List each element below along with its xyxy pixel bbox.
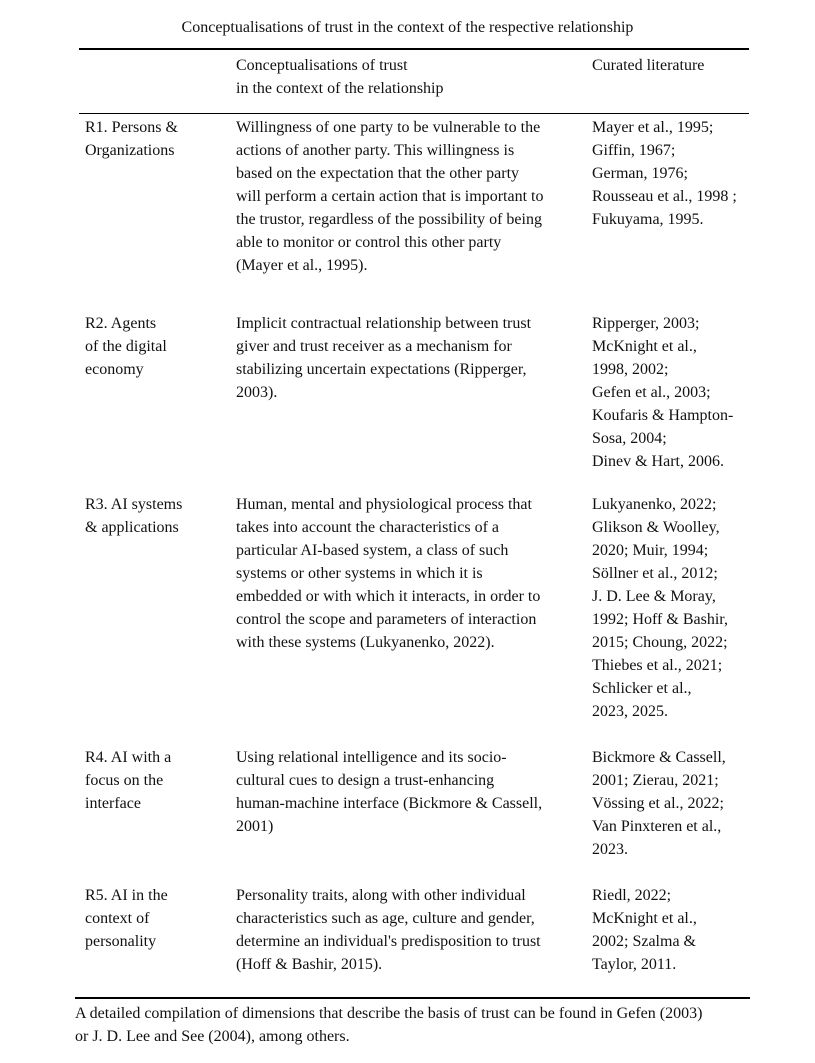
cell-line: Mayer et al., 1995; (592, 119, 714, 136)
cell-line: McKnight et al., (592, 338, 697, 355)
cell-line: stabilizing uncertain expectations (Ripperger, (236, 361, 527, 378)
cell-line: Dinev & Hart, 2006. (592, 453, 724, 470)
cell-line: economy (85, 361, 144, 378)
relationship-cell (85, 312, 225, 381)
cell-line: Söllner et al., 2012; (592, 565, 718, 582)
cell-line: control the scope and parameters of interaction (236, 611, 537, 628)
cell-line: 2001) (236, 818, 274, 835)
table-caption: Conceptualisations of trust in the context of the respective relationship (181, 19, 634, 36)
cell-line: the trustor, regardless of the possibility of being (236, 211, 542, 228)
header-line: Curated literature (592, 57, 705, 74)
cell-line: cultural cues to design a trust-enhancing (236, 772, 495, 789)
literature-cell (592, 884, 764, 976)
cell-line: with these systems (Lukyanenko, 2022). (236, 634, 495, 651)
cell-line: context of (85, 910, 150, 927)
cell-line: Personality traits, along with other individual (236, 887, 526, 904)
cell-line: 1992; Hoff & Bashir, (592, 611, 728, 628)
cell-line: Giffin, 1967; (592, 142, 676, 159)
cell-line: will perform a certain action that is important to (236, 188, 544, 205)
cell-line: embedded or with which it interacts, in order to (236, 588, 541, 605)
cell-line: Gefen et al., 2003; (592, 384, 711, 401)
cell-line: Ripperger, 2003; (592, 315, 700, 332)
cell-line: 2002; Szalma & (592, 933, 696, 950)
cell-line: R4. AI with a (85, 749, 172, 766)
cell-line: J. D. Lee & Moray, (592, 588, 716, 605)
literature-cell (592, 493, 764, 723)
cell-line: R3. AI systems (85, 496, 183, 513)
cell-line: 1998, 2002; (592, 361, 669, 378)
literature-cell (592, 746, 764, 861)
cell-line: 2023, 2025. (592, 703, 668, 720)
cell-line: Rousseau et al., 1998 ; (592, 188, 737, 205)
cell-line: Schlicker et al., (592, 680, 692, 697)
relationship-cell (85, 116, 225, 162)
cell-line: interface (85, 795, 141, 812)
conceptualisation-cell (236, 493, 582, 654)
conceptualisation-cell (236, 884, 582, 976)
cell-line: McKnight et al., (592, 910, 697, 927)
relationship-cell (85, 884, 225, 953)
cell-line: Riedl, 2022; (592, 887, 672, 904)
cell-line: Vössing et al., 2022; (592, 795, 724, 812)
header-conceptualisation (236, 54, 576, 100)
cell-line: particular AI-based system, a class of such (236, 542, 509, 559)
cell-line: Lukyanenko, 2022; (592, 496, 717, 513)
relationship-cell (85, 493, 225, 539)
cell-line: Organizations (85, 142, 175, 159)
cell-line: German, 1976; (592, 165, 688, 182)
cell-line: giver and trust receiver as a mechanism for (236, 338, 512, 355)
cell-line: Bickmore & Cassell, (592, 749, 726, 766)
cell-line: & applications (85, 519, 179, 536)
cell-line: systems or other systems in which it is (236, 565, 483, 582)
cell-line: Taylor, 2011. (592, 956, 677, 973)
cell-line: Implicit contractual relationship between trust (236, 315, 532, 332)
cell-line: actions of another party. This willingness is (236, 142, 515, 159)
cell-line: Using relational intelligence and its socio- (236, 749, 507, 766)
conceptualisation-cell (236, 312, 582, 404)
cell-line: able to monitor or control this other party (236, 234, 502, 251)
cell-line: Willingness of one party to be vulnerable to the (236, 119, 541, 136)
table-footnote (75, 1002, 815, 1048)
cell-line: characteristics such as age, culture and gender, (236, 910, 535, 927)
table-bottom-rule (75, 997, 750, 999)
cell-line: 2023. (592, 841, 628, 858)
conceptualisation-cell (236, 116, 582, 277)
cell-line: Sosa, 2004; (592, 430, 667, 447)
literature-cell (592, 312, 764, 473)
conceptualisation-cell (236, 746, 582, 838)
cell-line: R1. Persons & (85, 119, 178, 136)
footnote-line: or J. D. Lee and See (2004), among others. (75, 1028, 350, 1045)
cell-line: based on the expectation that the other party (236, 165, 520, 182)
table-top-rule (79, 48, 749, 50)
cell-line: Fukuyama, 1995. (592, 211, 704, 228)
cell-line: determine an individual's predisposition to trust (236, 933, 541, 950)
cell-line: (Hoff & Bashir, 2015). (236, 956, 383, 973)
cell-line: Van Pinxteren et al., (592, 818, 722, 835)
cell-line: focus on the (85, 772, 164, 789)
cell-line: R2. Agents (85, 315, 157, 332)
cell-line: of the digital (85, 338, 167, 355)
cell-line: 2015; Choung, 2022; (592, 634, 728, 651)
cell-line: Glikson & Woolley, (592, 519, 720, 536)
cell-line: takes into account the characteristics of a (236, 519, 499, 536)
cell-line: personality (85, 933, 157, 950)
relationship-cell (85, 746, 225, 815)
footnote-line: A detailed compilation of dimensions that describe the basis of trust can be found in Gefen (2003) (75, 1005, 703, 1022)
cell-line: 2003). (236, 384, 278, 401)
table-header-rule (79, 113, 749, 114)
cell-line: Thiebes et al., 2021; (592, 657, 723, 674)
header-line: in the context of the relationship (236, 80, 444, 97)
cell-line: human-machine interface (Bickmore & Cassell, (236, 795, 543, 812)
cell-line: 2001; Zierau, 2021; (592, 772, 719, 789)
cell-line: 2020; Muir, 1994; (592, 542, 709, 559)
literature-cell (592, 116, 764, 231)
cell-line: Human, mental and physiological process that (236, 496, 532, 513)
header-line: Conceptualisations of trust (236, 57, 408, 74)
cell-line: R5. AI in the (85, 887, 168, 904)
header-literature (592, 54, 762, 77)
cell-line: (Mayer et al., 1995). (236, 257, 368, 274)
cell-line: Koufaris & Hampton- (592, 407, 734, 424)
